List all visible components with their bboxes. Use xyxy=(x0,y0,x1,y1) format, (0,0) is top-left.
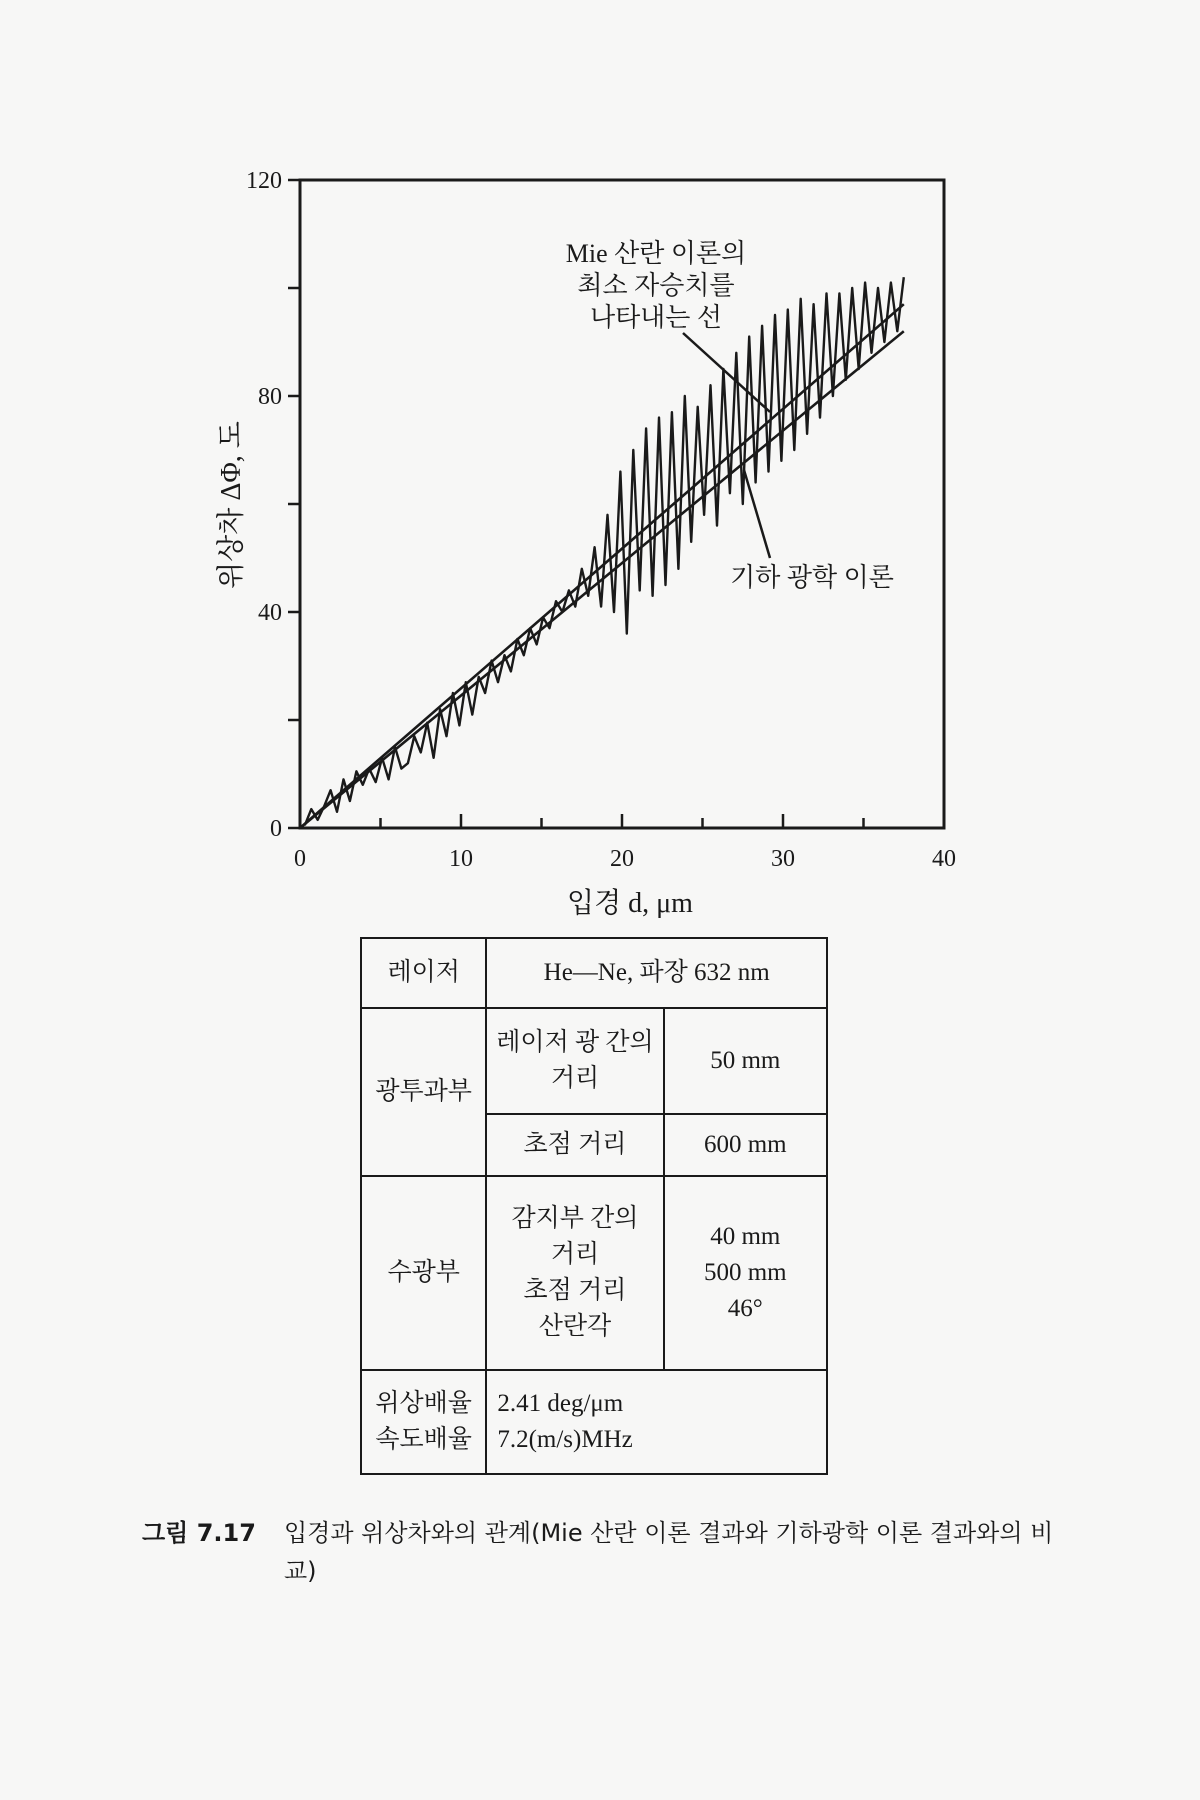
laser-label: 레이저 xyxy=(361,938,486,1008)
transmit-row1-value: 50 mm xyxy=(664,1008,827,1114)
geo-annotation: 기하 광학 이론 xyxy=(730,563,894,592)
transmit-row2-value: 600 mm xyxy=(664,1114,827,1176)
mie-annotation-line-2: 최소 자승치를 xyxy=(577,271,735,300)
receive-label: 수광부 xyxy=(361,1176,486,1370)
table-row xyxy=(361,1370,827,1474)
series-layer xyxy=(300,277,904,828)
table-row xyxy=(361,1008,827,1114)
transmit-label: 광투과부 xyxy=(361,1008,486,1176)
factor-values: 2.41 deg/μm 7.2(m/s)MHz xyxy=(486,1370,827,1474)
measurement-spec-table xyxy=(360,937,828,1475)
transmit-row1-name: 레이저 광 간의 거리 xyxy=(486,1008,663,1114)
x-tick-label: 10 xyxy=(449,846,473,872)
mie-annotation-line-1: Mie 산란 이론의 xyxy=(565,239,747,268)
figure-caption xyxy=(142,1514,1082,1585)
transmit-row2-name: 초점 거리 xyxy=(486,1114,663,1176)
y-axis-label: 위상차 ΔΦ, 도 xyxy=(216,421,247,589)
receive-values: 40 mm 500 mm 46° xyxy=(664,1176,827,1370)
figure-number: 그림 7.17 xyxy=(142,1519,256,1547)
receive-names: 감지부 간의 거리 초점 거리 산란각 xyxy=(486,1176,663,1370)
table-row xyxy=(361,1176,827,1370)
mie-annotation-leader xyxy=(683,333,770,412)
x-tick-label: 30 xyxy=(771,846,795,872)
x-tick-label: 20 xyxy=(610,846,634,872)
y-tick-label: 120 xyxy=(246,168,282,194)
mie-annotation-line-3: 나타내는 선 xyxy=(589,303,723,332)
x-axis-label: 입경 d, μm xyxy=(567,888,693,919)
geo-annotation-leader xyxy=(744,470,770,558)
y-tick-label: 40 xyxy=(258,600,282,626)
x-tick-label: 0 xyxy=(294,846,306,872)
table-row xyxy=(361,938,827,1008)
figure-caption-text: 입경과 위상차와의 관계(Mie 산란 이론 결과와 기하광학 이론 결과와의 비교) xyxy=(284,1519,1054,1585)
factor-labels: 위상배율 속도배율 xyxy=(361,1370,486,1474)
y-tick-label: 0 xyxy=(270,816,282,842)
mie-curve xyxy=(305,277,904,825)
laser-value: He—Ne, 파장 632 nm xyxy=(486,938,827,1008)
x-tick-label: 40 xyxy=(932,846,956,872)
annotations xyxy=(566,239,894,592)
y-tick-label: 80 xyxy=(258,384,282,410)
